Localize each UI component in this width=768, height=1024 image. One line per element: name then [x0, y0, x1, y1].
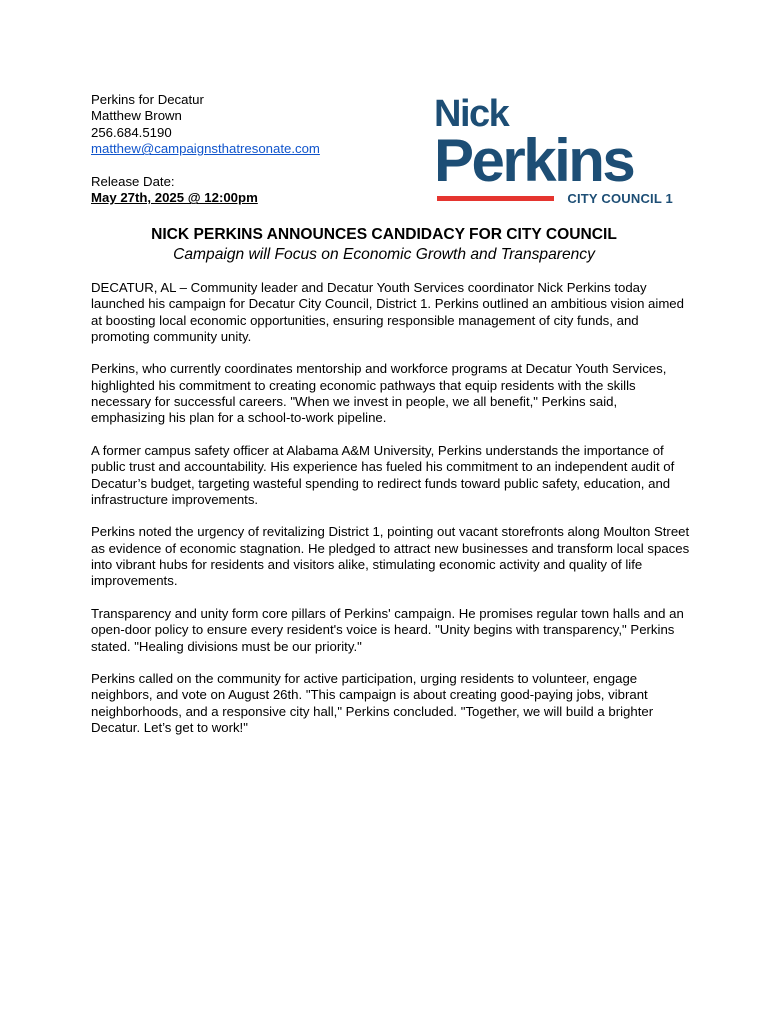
- paragraph: Transparency and unity form core pillars of Perkins' campaign. He promises regular town halls and an open-door policy to ensure every resident's voice is heard. "Unity begins with transparency," Perkins stated. "Healing divisions must be our priority.": [91, 605, 684, 654]
- paragraph: Perkins noted the urgency of revitalizing District 1, pointing out vacant storefronts along Moulton Street as evidence of economic stagnation. He pledged to attract new businesses and transform local spaces into vibrant hubs for residents and visitors alike, stimulating economic activity and quality of life improvements.: [91, 524, 690, 589]
- contact-phone: 256.684.5190: [91, 124, 172, 140]
- logo-last-name: Perkins: [434, 127, 634, 194]
- logo-red-bar: [437, 196, 554, 201]
- paragraph: Perkins, who currently coordinates mentorship and workforce programs at Decatur Youth Services, highlighted his commitment to creating economic pathways that equip residents with the skills necessary for successful careers. "When we invest in people, we all benefit," Perkins said, emphasizing his plan for a school-to-work pipeline.: [91, 361, 667, 426]
- release-body: [91, 280, 691, 753]
- logo-first-name: Nick: [434, 93, 509, 135]
- campaign-logo: [434, 94, 679, 214]
- paragraph: Perkins called on the community for active participation, urging residents to volunteer, engage neighbors, and vote on August 26th. "This campaign is about creating good-paying jobs, vibrant neighborhoods, and a responsive city hall," Perkins concluded. "Together, we will build a brighter Decatur. Let’s get to work!": [91, 671, 654, 736]
- contact-email-link[interactable]: matthew@campaignsthatresonate.com: [91, 141, 320, 157]
- spacer: [91, 158, 320, 174]
- paragraph: DECATUR, AL – Community leader and Decatur Youth Services coordinator Nick Perkins today launched his campaign for Decatur City Council, District 1. Perkins outlined an ambitious vision aimed at boosting local economic opportunities, ensuring responsible management of city funds, and promoting community unity.: [91, 280, 684, 344]
- headline: NICK PERKINS ANNOUNCES CANDIDACY FOR CITY COUNCIL: [151, 226, 617, 243]
- contact-block: [91, 92, 320, 207]
- logo-tagline: CITY COUNCIL 1: [567, 191, 673, 206]
- contact-name: Matthew Brown: [91, 108, 182, 124]
- release-date: May 27th, 2025 @ 12:00pm: [91, 190, 258, 206]
- release-date-label: Release Date:: [91, 174, 175, 190]
- subheadline: Campaign will Focus on Economic Growth and Transparency: [173, 246, 595, 263]
- contact-organization: Perkins for Decatur: [91, 92, 204, 107]
- paragraph: A former campus safety officer at Alabama A&M University, Perkins understands the importance of public trust and accountability. His experience has fueled his commitment to an independent audit of Decatur’s budget, targeting wasteful spending to redirect funds toward public safety, education, and infrastructure improvements.: [91, 442, 675, 507]
